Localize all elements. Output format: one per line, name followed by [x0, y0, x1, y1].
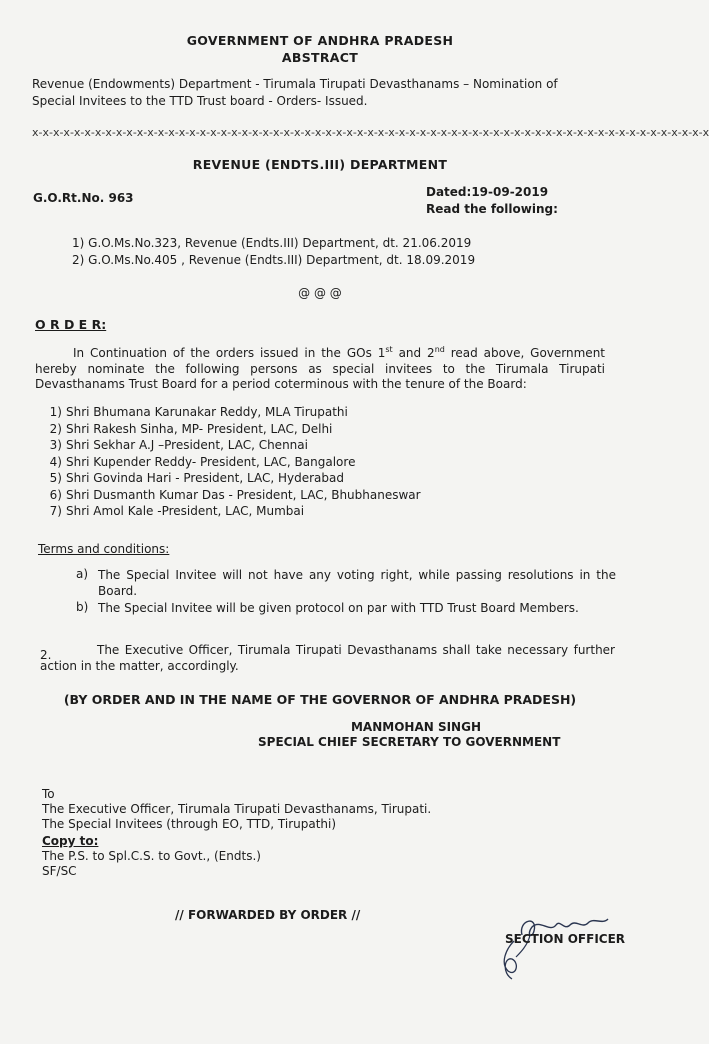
- reference-item: [72, 236, 471, 250]
- by-order-line: (BY ORDER AND IN THE NAME OF THE GOVERNOR OF ANDHRA PRADESH): [63, 692, 577, 707]
- order-text-part: In Continuation of the orders issued in the GOs 1: [73, 346, 386, 360]
- list-item: [40, 455, 421, 472]
- para-two-number: 2.: [40, 648, 52, 662]
- reference-number: 1): [72, 236, 85, 250]
- copy-to-label: Copy to:: [42, 834, 99, 848]
- term-number: b): [76, 600, 89, 614]
- separator-line: x-x-x-x-x-x-x-x-x-x-x-x-x-x-x-x-x-x-x-x-x-x-x-x-x-x-x-x-x-x-x-x-x-x-x-x-x-x-x-x-x-x-x-x-x-x-x-x-x-x-x-x-x-x-x-x-x-x-x-x-x-x-x-x-x: [32, 126, 709, 139]
- read-following: Read the following:: [426, 202, 558, 216]
- department-heading: REVENUE (ENDTS.III) DEPARTMENT: [192, 157, 448, 172]
- terms-item: [76, 600, 616, 616]
- invitee-name: Shri Rakesh Sinha, MP- President, LAC, Delhi: [66, 421, 333, 436]
- go-number: G.O.Rt.No. 963: [33, 191, 134, 205]
- term-text: The Special Invitee will not have any voting right, while passing resolutions in the Board.: [98, 568, 616, 598]
- signature-stroke: [504, 941, 516, 979]
- list-item: [40, 504, 421, 521]
- ordinal-suffix: nd: [434, 345, 445, 354]
- term-number: a): [76, 567, 89, 581]
- signatory-name: MANMOHAN SINGH: [350, 720, 481, 734]
- order-text-part: read above, Government hereby nominate the following persons as special invitees to the Tirumala Tirupati Devasthanams Trust Board for a period coterminous with the tenure of the Board:: [35, 346, 606, 391]
- forwarded-line: // FORWARDED BY ORDER //: [175, 908, 361, 922]
- reference-number: 2): [72, 253, 85, 267]
- list-number: 6): [49, 487, 62, 502]
- list-number: 1): [49, 405, 62, 419]
- order-paragraph: [35, 342, 605, 393]
- abstract-header: ABSTRACT: [281, 50, 359, 65]
- section-officer-label: SECTION OFFICER: [505, 932, 626, 946]
- list-item: [40, 422, 421, 439]
- copy-recipient: SF/SC: [42, 864, 77, 878]
- order-heading: O R D E R:: [35, 317, 107, 332]
- ordinal-suffix: st: [385, 345, 393, 354]
- reference-text: G.O.Ms.No.323, Revenue (Endts.III) Department, dt. 21.06.2019: [88, 236, 472, 250]
- invitee-name: Shri Govinda Hari - President, LAC, Hyderabad: [66, 471, 344, 485]
- to-label: To: [42, 787, 55, 801]
- terms-heading: Terms and conditions:: [38, 542, 170, 556]
- list-number: 5): [49, 471, 62, 485]
- list-number: 7): [49, 504, 62, 518]
- invitee-name: Shri Sekhar A.J –President, LAC, Chennai: [66, 438, 308, 452]
- reference-item: [72, 253, 475, 267]
- subject-text: Revenue (Endowments) Department - Tirumala Tirupati Devasthanams – Nomination of Special Invitees to the TTD Trust board - Orders- Issued.: [32, 77, 558, 108]
- invitee-name: Shri Amol Kale -President, LAC, Mumbai: [66, 504, 305, 518]
- para-two-text: The Executive Officer, Tirumala Tirupati Devasthanams shall take necessary further action in the matter, accordingly.: [40, 643, 615, 673]
- list-number: 3): [49, 438, 62, 452]
- invitee-name: Shri Kupender Reddy- President, LAC, Bangalore: [66, 454, 356, 469]
- signatory-title: SPECIAL CHIEF SECRETARY TO GOVERNMENT: [258, 735, 561, 749]
- list-number: 4): [49, 454, 62, 469]
- list-item: [40, 471, 421, 488]
- to-recipient: The Executive Officer, Tirumala Tirupati Devasthanams, Tirupati.: [42, 802, 432, 816]
- list-number: 2): [49, 421, 62, 436]
- list-item: [40, 438, 421, 455]
- government-header: GOVERNMENT OF ANDHRA PRADESH: [186, 33, 454, 48]
- invitee-name: Shri Bhumana Karunakar Reddy, MLA Tirupathi: [66, 405, 348, 419]
- invitees-list: [40, 405, 421, 521]
- reference-text: G.O.Ms.No.405 , Revenue (Endts.III) Department, dt. 18.09.2019: [88, 253, 476, 267]
- term-text: The Special Invitee will be given protocol on par with TTD Trust Board Members.: [98, 601, 579, 615]
- go-date: Dated:19-09-2019: [426, 185, 549, 199]
- terms-item: [76, 567, 616, 599]
- invitee-name: Shri Dusmanth Kumar Das - President, LAC, Bhubhaneswar: [66, 487, 421, 502]
- to-recipient: The Special Invitees (through EO, TTD, Tirupathi): [42, 817, 337, 831]
- at-symbols: @ @ @: [298, 286, 342, 300]
- list-item: [40, 488, 421, 505]
- list-item: [40, 405, 421, 422]
- copy-recipient: The P.S. to Spl.C.S. to Govt., (Endts.): [42, 849, 261, 863]
- order-text-part: and 2: [392, 346, 435, 360]
- handwritten-signature: [490, 905, 620, 990]
